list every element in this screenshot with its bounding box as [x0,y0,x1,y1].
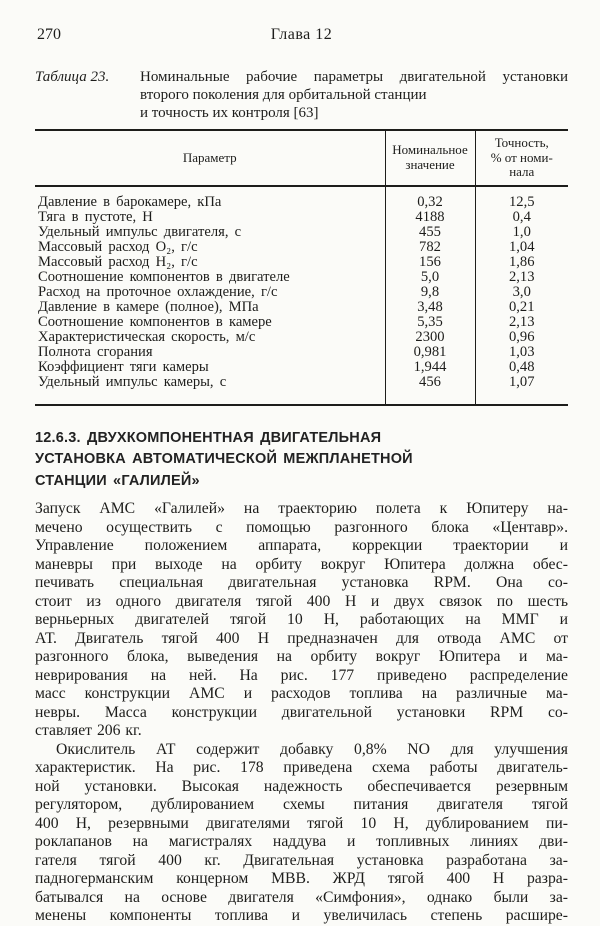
section-heading-line: СТАНЦИИ «ГАЛИЛЕЙ» [35,472,200,489]
nominal-cell: 782 [385,240,475,255]
text-line: ной установки. Высокая надежность обеспечивается резервным [35,777,568,795]
nominal-cell: 3,48 [385,300,475,315]
precision-cell: 1,86 [475,255,568,270]
table-body [35,186,568,405]
param-cell: Характеристическая скорость, м/с [38,328,256,345]
text-line: стоит из одного двигателя тягой 400 Н и двух связок по шесть [35,592,568,610]
text-line: масс конструкции АМС и расходов топлива на различные ма- [35,685,568,702]
text-line: регулятором, дублированием схемы питания двигателя тягой [35,796,568,813]
caption-line: Номинальные рабочие параметры двигательной установки [140,69,568,85]
precision-cell: 3,0 [475,285,568,300]
body-text [35,500,568,926]
table-header [35,130,568,186]
table-row [35,225,568,240]
header-line: значение [405,156,455,172]
text-line: 400 Н, резервными двигателями тягой 10 Н, дублированием пи- [35,814,568,832]
nominal-cell: 1,944 [385,360,475,375]
text-line: менены компоненты топлива и увеличилась степень расшире- [35,907,568,924]
table-caption-text [140,68,568,122]
nominal-cell: 5,35 [385,315,475,330]
text-line: роклапанов на магистралях наддува и топливных линиях дви- [35,833,568,850]
text-line: печивать специальная двигательная установка RPM. Она со- [35,574,568,591]
text-line: верньерных двигателей тягой 10 Н, работающих на ММГ и [35,611,568,628]
precision-cell: 1,04 [475,240,568,255]
table-row [35,360,568,375]
text-line: мечено осуществить с помощью разгонного блока «Центавр». [35,518,568,536]
header-line: % от номи- [490,149,553,165]
section-heading-line: УСТАНОВКА АВТОМАТИЧЕСКОЙ МЕЖПЛАНЕТНОЙ [35,451,413,467]
table-caption-label: Таблица 23. [35,69,110,85]
precision-cell: 0,96 [475,330,568,345]
param-cell: Давление в барокамере, кПа [38,193,222,210]
param-cell: Давление в камере (полное), МПа [38,298,259,315]
table-row [35,186,568,210]
header-line: Точность, [494,135,549,150]
precision-cell: 2,13 [475,315,568,330]
text-line: Запуск АМС «Галилей» на траекторию полета к Юпитеру на- [35,500,568,517]
param-cell: Массовый расход H₂, г/с [38,253,198,270]
text-line: Окислитель АТ содержит добавку 0,8% NO для улучшения [56,740,568,758]
precision-cell: 1,03 [475,345,568,360]
param-cell: Удельный импульс камеры, с [38,373,227,390]
chapter-title: Глава 12 [270,26,333,43]
text-line: невры. Масса конструкции двигательной установки RPM со- [35,703,568,721]
precision-cell: 12,5 [475,186,568,210]
parameters-table [35,129,568,406]
column-header-nominal [385,130,475,186]
table-row [35,375,568,405]
precision-cell: 2,13 [475,270,568,285]
precision-cell: 1,0 [475,225,568,240]
table-header-row [35,130,568,186]
param-cell: Соотношение компонентов в камере [38,313,272,330]
precision-cell: 0,21 [475,300,568,315]
nominal-cell: 455 [385,225,475,240]
header-line: нала [509,164,535,179]
precision-cell: 0,48 [475,360,568,375]
param-cell: Расход на проточное охлаждение, г/с [38,283,278,300]
table-row [35,210,568,225]
caption-line: и точность их контроля [63] [140,105,319,121]
text-line: батывался на основе двигателя «Симфония», однако были за- [35,888,568,906]
caption-line: второго поколения для орбитальной станции [140,87,427,103]
text-line: ставляет 206 кг. [35,722,142,739]
table-row [35,315,568,330]
param-cell: Полнота сгорания [38,343,153,360]
nominal-cell: 5,0 [385,270,475,285]
section-heading-line: 12.6.3. ДВУХКОМПОНЕНТНАЯ ДВИГАТЕЛЬНАЯ [35,429,382,446]
table-row [35,270,568,285]
table-row [35,285,568,300]
nominal-cell: 9,8 [385,285,475,300]
nominal-cell: 2300 [385,330,475,345]
text-line: неврирования на ней. На рис. 177 приведено распределение [35,666,568,684]
nominal-cell: 0,32 [385,186,475,210]
table-caption [35,68,568,122]
page-number: 270 [37,26,61,43]
param-cell: Соотношение компонентов в двигателе [38,268,290,285]
text-line: падногерманским концерном МВВ. ЖРД тягой 400 Н разра- [35,870,568,887]
param-cell: Массовый расход O₂, г/с [38,238,198,255]
precision-cell: 0,4 [475,210,568,225]
nominal-cell: 456 [385,375,475,405]
nominal-cell: 156 [385,255,475,270]
precision-cell: 1,07 [475,375,568,405]
param-cell: Коэффициент тяги камеры [38,358,209,375]
table-row [35,300,568,315]
text-line: Управление положением аппарата, коррекции траектории и [35,537,568,554]
param-cell: Тяга в пустоте, Н [38,208,153,225]
running-head [35,26,568,45]
text-line: маневры при выходе на орбиту вокруг Юпитера должна обес- [35,555,568,573]
text-line: АТ. Двигатель тягой 400 Н предназначен для отвода АМС от [35,629,568,647]
column-header-param: Параметр [35,130,385,186]
table-row [35,255,568,270]
text-line: гателя тягой 400 кг. Двигательная установка разработана за- [35,851,568,869]
param-cell: Удельный импульс двигателя, с [38,223,242,240]
header-line: Номинальное [392,142,468,158]
section-heading [35,428,568,493]
text-line: характеристик. На рис. 178 приведена схема работы двигатель- [35,759,568,776]
nominal-cell: 4188 [385,210,475,225]
table-row [35,330,568,345]
column-header-precision [475,130,568,186]
text-line: разгонного блока, выведения на орбиту вокруг Юпитера и ма- [35,648,568,665]
table-row [35,240,568,255]
table-row [35,345,568,360]
nominal-cell: 0,981 [385,345,475,360]
